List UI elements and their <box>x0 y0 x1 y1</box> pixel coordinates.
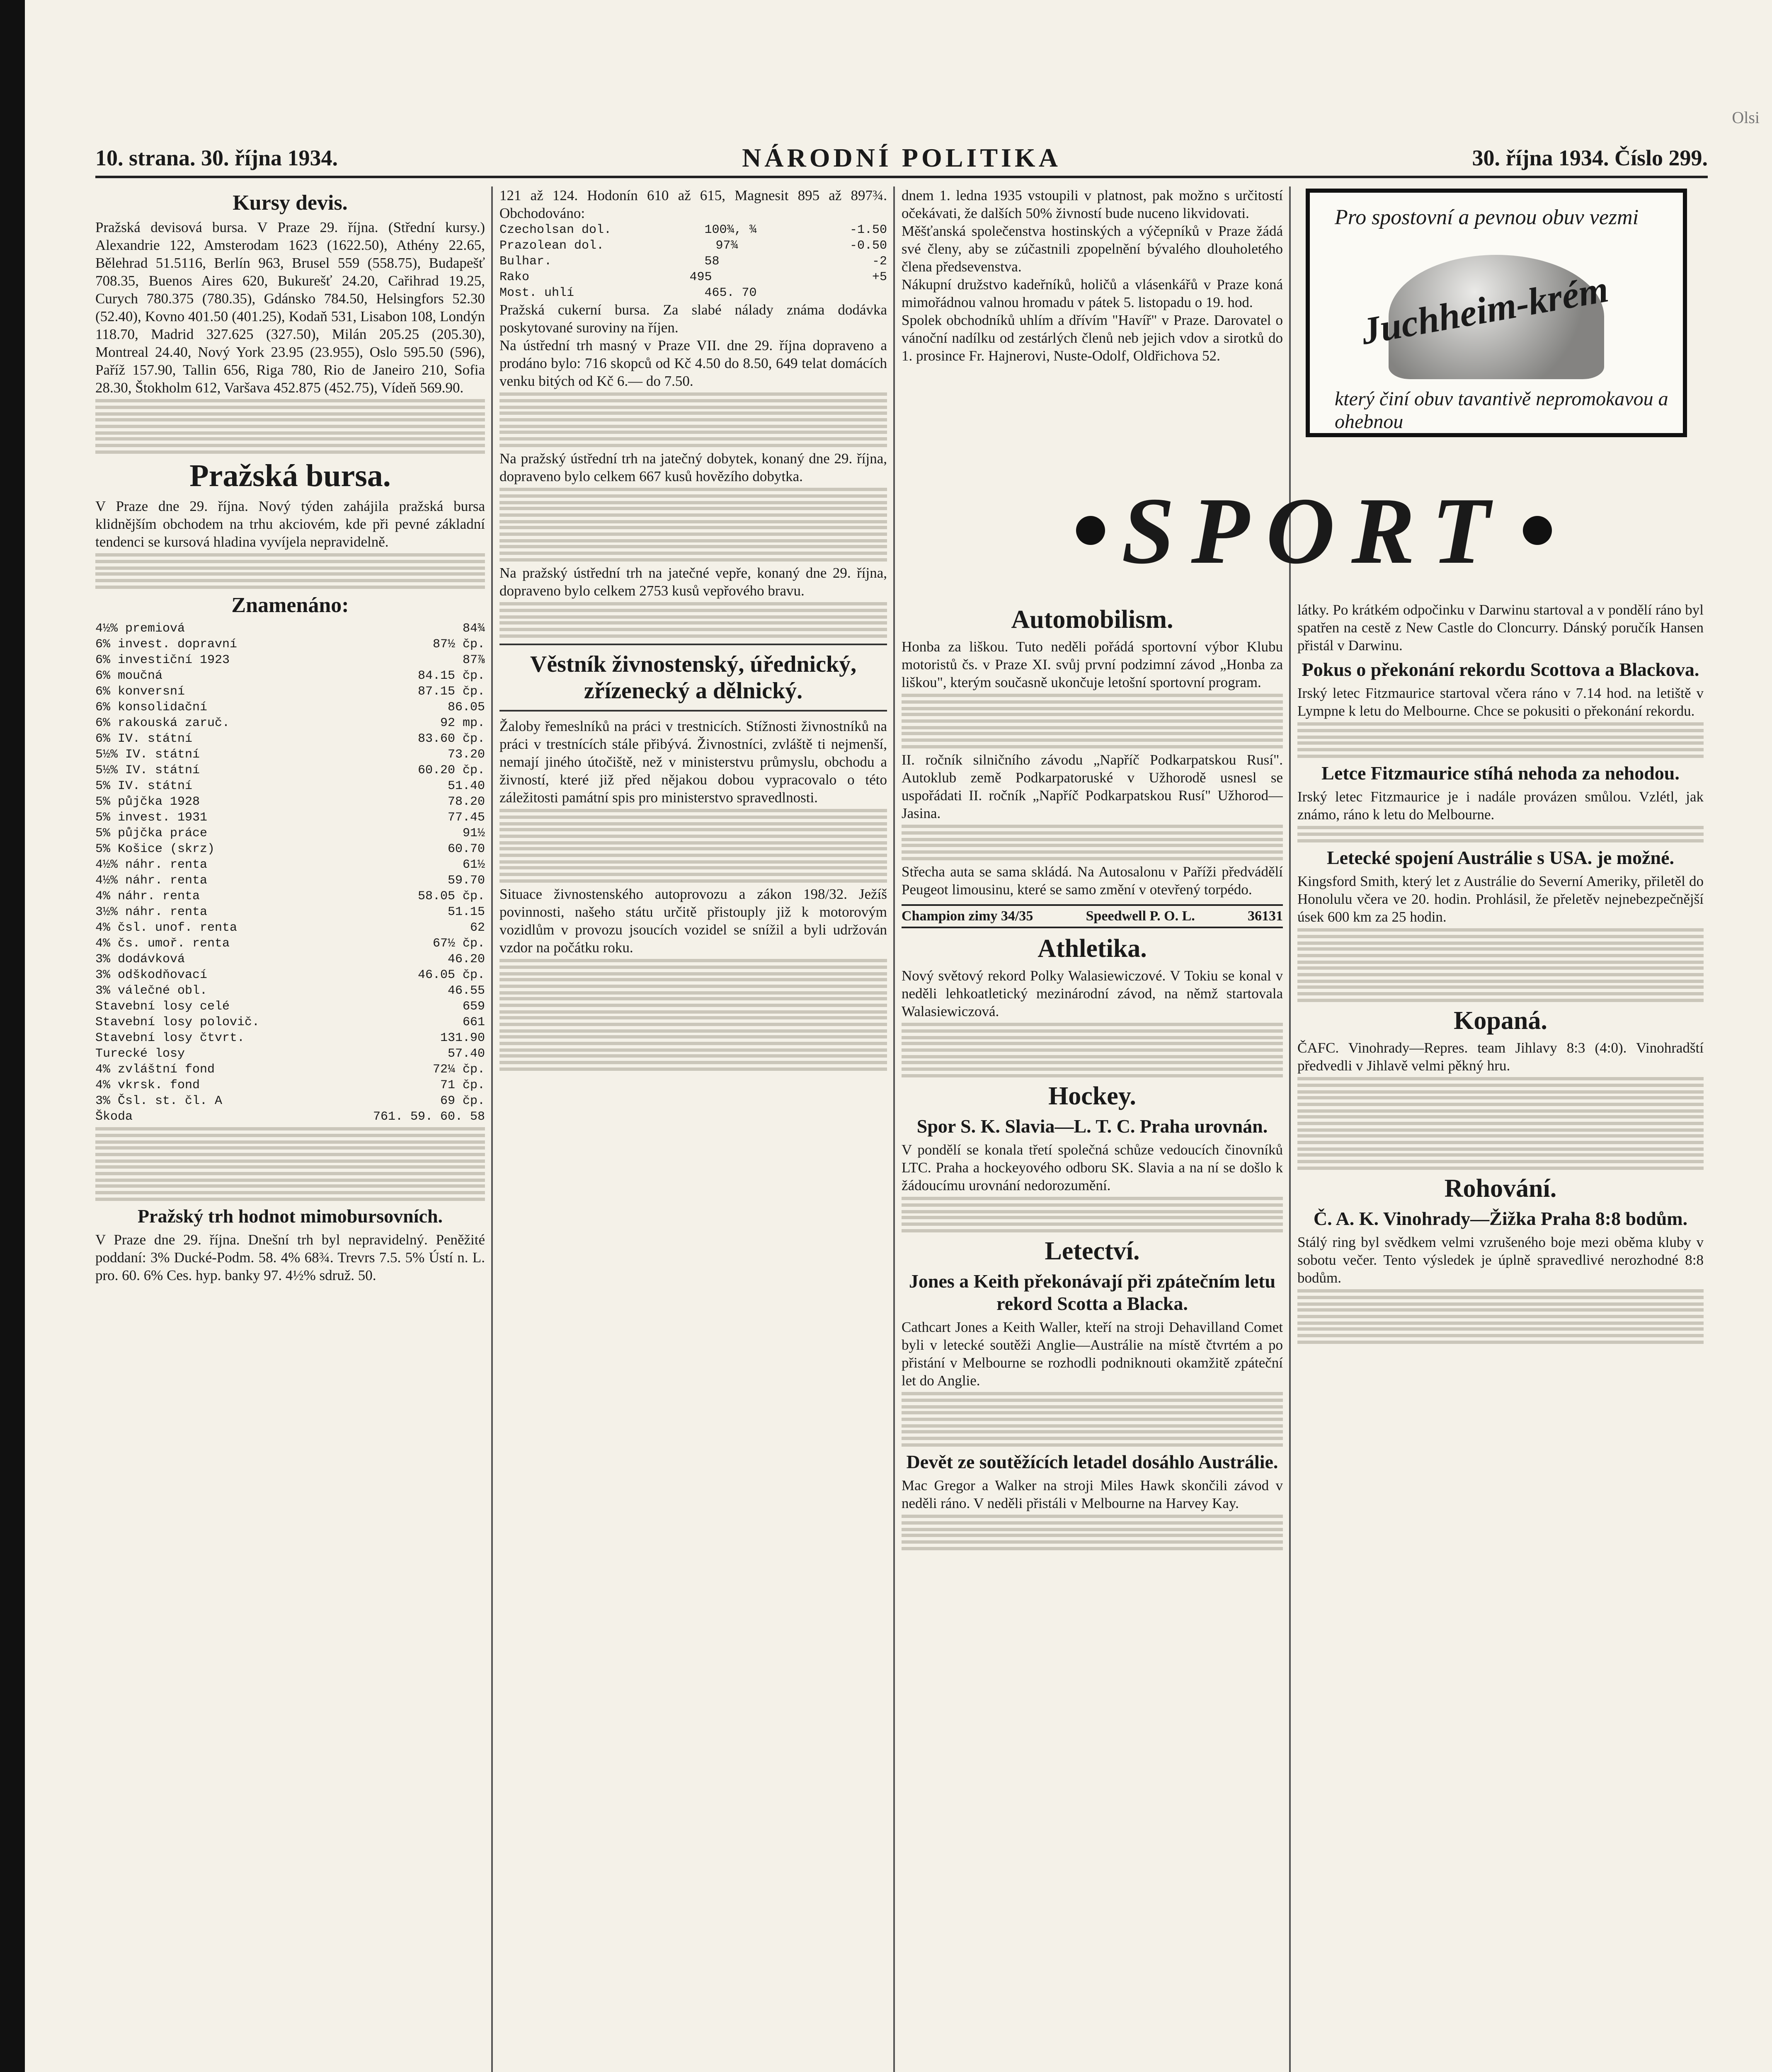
article-text: Na pražský ústřední trh na jatečné vepře, konaný dne 29. října, dopraveno bylo celkem 2753 kusů vepřového bravu. <box>499 565 887 599</box>
quote-cell: 46.05 čp. <box>417 968 485 982</box>
quote-cell: 5% půjčka 1928 <box>95 795 200 809</box>
quote-row <box>95 778 485 794</box>
quote-cell: +5 <box>872 270 887 284</box>
article-text: Stálý ring byl svědkem velmi vzrušeného boje mezi oběma kluby v sobotu večer. Tento výsledek je úplně spravedlivé nerozhodné 8:8 bodům. <box>1297 1234 1704 1286</box>
article-text: II. ročník silničního závodu „Napříč Podkarpatskou Rusí". Autoklub země Podkarpatoruské v Užhorodě usnesl se uspořádati II. ročník „Napříč Podkarpatskou Rusí" Užhorod—Jasina. <box>902 752 1283 821</box>
article-text: Spolek obchodníků uhlím a dřívím "Havíř" v Praze. Darovatel o vánoční nadílku od zestárlých členů neb jejich vdov a sirotků do 1. prosince Fr. Hajnerovi, Nuste-Odolf, Oldřichova 52. <box>902 312 1283 364</box>
quote-row <box>95 857 485 873</box>
quote-row <box>95 621 485 637</box>
quote-cell: 659 <box>462 1000 485 1014</box>
quote-cell: -2 <box>872 254 887 269</box>
quote-cell: 78.20 <box>447 795 485 809</box>
illegible-text <box>499 978 887 995</box>
quote-cell: 97¾ <box>715 239 738 253</box>
sport-title: SPORT <box>1121 477 1507 583</box>
quote-cell: 92 mp. <box>440 716 485 730</box>
illegible-text <box>1297 1115 1704 1132</box>
quote-cell: 83.60 čp. <box>417 732 485 746</box>
article-text: ČAFC. Vinohrady—Repres. team Jihlavy 8:3 (4:0). Vinohradští předvedli v Jihlavě velmi pěkný hru. <box>1297 1040 1704 1074</box>
quote-row <box>95 999 485 1014</box>
quote-cell: 5% invest. 1931 <box>95 811 208 825</box>
quote-cell: 4% čsl. unof. renta <box>95 921 238 935</box>
quote-row <box>95 637 485 652</box>
article-text: Nový světový rekord Polky Walasiewiczové. V Tokiu se konal v neděli lehkoatletický mezinárodní závod, na němž startovala Walasiewiczová. <box>902 968 1283 1019</box>
quote-cell: 5½% IV. státní <box>95 763 200 777</box>
illegible-text <box>499 828 887 845</box>
quote-row <box>499 269 887 285</box>
quote-cell: 4½% premiová <box>95 622 185 636</box>
illegible-text <box>902 1515 1283 1531</box>
quote-cell: 100¾, ¾ <box>704 223 757 237</box>
quote-cell: 58 <box>704 254 720 269</box>
quote-cell: 3% dodávková <box>95 952 185 966</box>
quote-cell: 4% náhr. renta <box>95 889 200 903</box>
quote-cell: 6% konsolidační <box>95 700 208 714</box>
illegible-text <box>499 866 887 883</box>
illegible-text <box>95 399 485 416</box>
article-text: dnem 1. ledna 1935 vstoupili v platnost, pak možno s určitostí očekávati, že dalších 50% živností bude nuceno likvidovati. <box>902 187 1283 221</box>
quote-row <box>95 841 485 857</box>
quote-row <box>95 1062 485 1077</box>
quote-table <box>95 621 485 1125</box>
illegible-text <box>499 847 887 864</box>
quote-cell: -1.50 <box>849 223 887 237</box>
quote-cell: 465. 70 <box>704 286 757 300</box>
quote-row <box>95 1109 485 1125</box>
quote-row <box>95 1014 485 1030</box>
illegible-text <box>1297 1289 1704 1306</box>
illegible-text <box>1297 928 1704 945</box>
section-subheading: Letecké spojení Austrálie s USA. je možné. <box>1326 847 1675 868</box>
quote-row <box>95 1030 485 1046</box>
quote-cell: Rako <box>499 270 530 284</box>
quote-cell: Stavební losy čtvrt. <box>95 1031 245 1045</box>
illegible-text <box>499 1016 887 1033</box>
illegible-text <box>499 997 887 1014</box>
quote-cell: 6% rakouská zaruč. <box>95 716 230 730</box>
quote-table <box>499 222 887 301</box>
ad-brand: Juchheim-krém <box>1357 267 1612 353</box>
section-heading: Athletika. <box>1038 934 1147 963</box>
quote-cell: 87⅞ <box>462 653 485 667</box>
quote-cell: 3% válečné obl. <box>95 984 208 998</box>
quote-row <box>95 904 485 920</box>
column-rule <box>491 186 493 2072</box>
quote-cell: 495 <box>689 270 712 284</box>
illegible-text <box>902 1197 1283 1213</box>
article-text: Cathcart Jones a Keith Waller, kteří na stroji Dehavilland Comet byli v letecké soutěži Anglie—Austrálie na místě čtvrtém a po přistání v Melbourne se rozhodli podniknouti okamžitě zpáteční let do Anglie. <box>902 1319 1283 1389</box>
illegible-text <box>499 1035 887 1052</box>
article-text: V pondělí se konala třetí společná schůze vedoucích činovníků LTC. Praha a hockeyového odboru SK. Slavia a na ní se došlo k žádoucímu urovnání nedorozumění. <box>902 1142 1283 1193</box>
illegible-text <box>902 713 1283 729</box>
illegible-text <box>1297 1308 1704 1325</box>
article-text: Situace živnostenského autoprovozu a zákon 198/32. Ježíš povinnosti, našeho státu určitě přistouply již k motorovým vozidlům v provozu jsoucích vozidel se snížil a byli udržován vzdor na počátku roku. <box>499 886 887 956</box>
illegible-text <box>1297 1134 1704 1151</box>
illegible-text <box>499 809 887 825</box>
quote-cell: 3% odškodňovací <box>95 968 208 982</box>
quote-cell: 4% vkrsk. fond <box>95 1078 200 1092</box>
illegible-text <box>902 694 1283 710</box>
article-text: V Praze dne 29. října. Dnešní trh byl nepravidelný. Peněžité poddaní: 3% Ducké-Podm. 58. 4% 68¾. Trevrs 7.5. 5% Ústí n. L. pro. 60. 6% Ces. hyp. banky 97. 4½% sdruž. 50. <box>95 1232 485 1283</box>
quote-cell: 84.15 čp. <box>417 669 485 683</box>
illegible-text <box>95 1146 485 1163</box>
quote-cell: Turecké losy <box>95 1047 185 1061</box>
quote-cell: 87½ čp. <box>432 637 485 651</box>
illegible-text <box>902 1216 1283 1232</box>
article-text: 121 až 124. Hodonín 610 až 615, Magnesit 895 až 897¾. Obchodováno: <box>499 187 887 221</box>
quote-cell: 4% čs. umoř. renta <box>95 937 230 951</box>
illegible-text <box>499 602 887 619</box>
quote-cell: 57.40 <box>447 1047 485 1061</box>
quote-row <box>95 810 485 825</box>
section-heading: Kopaná. <box>1454 1007 1547 1035</box>
illegible-text <box>902 1061 1283 1077</box>
illegible-text <box>1297 741 1704 758</box>
quote-row <box>499 222 887 238</box>
quote-cell: 58.05 čp. <box>417 889 485 903</box>
divider <box>499 644 887 645</box>
stamp-text: Olsi <box>1732 108 1760 127</box>
quote-row <box>95 920 485 936</box>
quote-cell: 46.55 <box>447 984 485 998</box>
quote-row <box>95 715 485 731</box>
illegible-text <box>902 844 1283 860</box>
header-date-issue: 30. října 1934. Číslo 299. <box>1472 145 1708 170</box>
advertisement <box>1306 189 1687 437</box>
quote-row <box>95 700 485 715</box>
quote-cell: 3% Čsl. st. čl. A <box>95 1094 223 1108</box>
quote-row <box>95 1093 485 1109</box>
quote-row <box>95 967 485 983</box>
quote-row <box>499 285 887 301</box>
illegible-text <box>1297 722 1704 739</box>
article-text: Kingsford Smith, který let z Austrálie do Severní Ameriky, přiletěl do Honolulu včera ve 20. hodin. Prohlásil, že přeletěv nejnebezpečnější úsek 600 km za 25 hodin. <box>1297 873 1704 925</box>
illegible-text <box>1297 1077 1704 1094</box>
banner-dot <box>1523 516 1552 545</box>
illegible-text <box>499 545 887 562</box>
illegible-text <box>95 437 485 454</box>
champion-title: Champion zimy 34/35 <box>902 908 1033 924</box>
illegible-text <box>1297 966 1704 983</box>
illegible-text <box>499 411 887 428</box>
article-text: Mac Gregor a Walker na stroji Miles Hawk skončili závod v neděli ráno. V neděli přistáli v Melbourne na Harvey Kay. <box>902 1477 1283 1511</box>
section-heading: Kursy devis. <box>233 191 348 215</box>
article-text: Honba za liškou. Tuto neděli pořádá sportovní výbor Klubu motoristů čs. v Praze XI. svůj první podzimní závod „Honba za liškou", kterým současně ukončuje letošní sportovní program. <box>902 639 1283 690</box>
column-rule <box>893 186 895 2072</box>
illegible-text <box>1297 1153 1704 1170</box>
quote-cell: 661 <box>462 1015 485 1029</box>
quote-row <box>95 668 485 684</box>
quote-cell: Bulhar. <box>499 254 552 269</box>
illegible-text <box>1297 985 1704 1002</box>
quote-cell: 5% půjčka práce <box>95 826 208 840</box>
illegible-text <box>902 1430 1283 1447</box>
scan-edge <box>0 0 25 2072</box>
section-heading: Hockey. <box>1048 1082 1136 1110</box>
quote-cell: -0.50 <box>849 239 887 253</box>
illegible-text <box>499 526 887 542</box>
quote-cell: 6% moučná <box>95 669 163 683</box>
quote-row <box>95 873 485 888</box>
newspaper-title: NÁRODNÍ POLITIKA <box>742 143 1061 172</box>
champion-code: 36131 <box>1247 908 1283 924</box>
quote-cell: 59.70 <box>447 874 485 888</box>
quote-cell: 6% konversní <box>95 685 185 699</box>
quote-cell: 46.20 <box>447 952 485 966</box>
section-heading: Znamenáno: <box>231 593 349 617</box>
illegible-text <box>902 1392 1283 1409</box>
illegible-text <box>902 1023 1283 1039</box>
illegible-text <box>1297 826 1704 842</box>
illegible-text <box>95 1165 485 1182</box>
quote-cell: 72¼ čp. <box>432 1063 485 1077</box>
quote-cell: 51.15 <box>447 905 485 919</box>
quote-row <box>95 983 485 999</box>
quote-cell: 761. 59. 60. 58 <box>373 1110 485 1124</box>
quote-cell: 5% Košice (skrz) <box>95 842 215 856</box>
quote-cell: 51.40 <box>447 779 485 793</box>
illegible-text <box>95 1127 485 1144</box>
article-text: Na pražský ústřední trh na jatečný dobytek, konaný dne 29. října, dopraveno bylo celkem 667 kusů hovězího dobytka. <box>499 450 887 484</box>
column-sport-right <box>1297 601 1704 2072</box>
article-text: Na ústřední trh masný v Praze VII. dne 29. října dopraveno a prodáno bylo: 716 skopců od Kč 4.50 do 8.50, 649 telat domácích venku bitých od Kč 6.— do 7.50. <box>499 337 887 389</box>
illegible-text <box>499 488 887 504</box>
quote-cell: 67½ čp. <box>432 937 485 951</box>
quote-row <box>95 1077 485 1093</box>
quote-cell: 84¾ <box>462 622 485 636</box>
section-subheading: Letce Fitzmaurice stíhá nehoda za nehodou. <box>1321 762 1680 784</box>
quote-cell: 6% invest. dopravní <box>95 637 238 651</box>
illegible-text <box>95 418 485 435</box>
illegible-text <box>902 825 1283 841</box>
quote-row <box>499 238 887 254</box>
sport-banner <box>924 477 1704 584</box>
section-subheading: Devět ze soutěžících letadel dosáhlo Austrálie. <box>906 1451 1278 1472</box>
quote-row <box>95 747 485 762</box>
quote-row <box>95 794 485 810</box>
article-text: Měšťanská společenstva hostinských a výčepníků v Praze žádá své členy, aby se zúčastnili zpopelnění bývalého dlouholetého člena předsevenstva. <box>902 223 1283 275</box>
illegible-text <box>499 621 887 638</box>
quote-row <box>95 825 485 841</box>
illegible-text <box>902 1534 1283 1550</box>
column-sport-left <box>902 601 1283 2072</box>
illegible-text <box>902 1042 1283 1058</box>
quote-cell: 6% IV. státní <box>95 732 193 746</box>
quote-cell: Stavební losy polovič. <box>95 1015 260 1029</box>
quote-cell: 69 čp. <box>440 1094 485 1108</box>
article-text: Pražská devisová bursa. V Praze 29. října. (Střední kursy.) Alexandrie 122, Amsterodam 1623 (1622.50), Athény 22.65, Bělehrad 51.5116, Berlín 963, Brusel 559 (558.75), Budapešť 708.35, Buenos Aires 620, Bukurešť 24.20, Cařihrad 19.25, Curych 780.375 (780.35), Gdánsko 784.50, Helsingfors 52.30 (52.40), Kovno 401.50 (401.25), Kodaň 531, Lisabon 108, Londýn 118.70, Madrid 327.625 (327.50), Milán 205.25 (205.30), Montreal 24.40, Nový York 23.95 (23.955), Oslo 595.50 (596), Paříž 157.90, Tallin 656, Riga 780, Rio de Janeiro 210, Sofia 28.30, Štokholm 612, Varšava 452.875 (452.75), Vídeň 569.90. <box>95 219 485 396</box>
quote-row <box>95 652 485 668</box>
quote-row <box>95 951 485 967</box>
illegible-text <box>95 553 485 570</box>
quote-row <box>95 762 485 778</box>
champion-brand: Speedwell P. O. L. <box>1086 908 1195 924</box>
quote-cell: 91½ <box>462 826 485 840</box>
banner-dot <box>1076 516 1105 545</box>
quote-cell: 77.45 <box>447 811 485 825</box>
quote-cell: 3½% náhr. renta <box>95 905 208 919</box>
quote-row <box>95 888 485 904</box>
illegible-text <box>902 1411 1283 1428</box>
section-subheading: Jones a Keith překonávají při zpátečním letu rekord Scotta a Blacka. <box>909 1271 1276 1314</box>
illegible-text <box>499 959 887 975</box>
quote-cell: Stavební losy celé <box>95 1000 230 1014</box>
section-heading: Pražská bursa. <box>189 458 391 493</box>
quote-cell: 60.20 čp. <box>417 763 485 777</box>
article-text: Žaloby řemeslníků na práci v trestnicích. Stížnosti živnostníků na práci v trestnících stále přibývá. Živnostníci, zvláště ti nejmenší, nemají jiného útočiště, než v ministerstvu průmyslu, obchodu a živností, které již před nějakou dobou vypracovalo o této záležitosti památní spis pro ministerstvo spravedlnosti. <box>499 718 887 806</box>
section-heading: Letectví. <box>1045 1237 1140 1265</box>
quote-row <box>499 254 887 269</box>
section-subheading: Pokus o překonání rekordu Scottova a Blackova. <box>1302 659 1699 680</box>
quote-cell: 62 <box>470 921 485 935</box>
quote-cell: 73.20 <box>447 748 485 762</box>
quote-cell: 61½ <box>462 858 485 872</box>
ad-line: Pro spostovní a pevnou obuv vezmi <box>1335 206 1639 229</box>
quote-cell: 131.90 <box>440 1031 485 1045</box>
ad-line: který činí obuv tavantivě nepromokavou a ohebnou <box>1335 388 1668 433</box>
quote-row <box>95 731 485 747</box>
quote-cell: 5% IV. státní <box>95 779 193 793</box>
column-notices <box>902 186 1283 452</box>
article-text: Střecha auta se sama skládá. Na Autosalonu v Paříži předvádělí Peugeot limousinu, které se samo změní v otevřený torpédo. <box>902 864 1283 898</box>
champion-ad-line <box>902 904 1283 928</box>
illegible-text <box>1297 1096 1704 1113</box>
quote-cell: 5½% IV. státní <box>95 748 200 762</box>
illegible-text <box>1297 947 1704 964</box>
quote-cell: 71 čp. <box>440 1078 485 1092</box>
column-market <box>499 186 887 2072</box>
article-text: látky. Po krátkém odpočinku v Darwinu startoval a v pondělí ráno byl spatřen na cestě z New Castle do Cloncurry. Dánský poručík Hansen přistál v Darwinu. <box>1297 602 1704 654</box>
section-subheading: Spor S. K. Slavia—L. T. C. Praha urovnán. <box>916 1116 1268 1137</box>
article-text: Nákupní družstvo kadeřníků, holičů a vlásenkářů v Praze koná mimořádnou valnou hromadu v pátek 5. listopadu o 19. hod. <box>902 276 1283 310</box>
illegible-text <box>499 507 887 523</box>
quote-cell: Škoda <box>95 1110 133 1124</box>
illegible-text <box>1297 1327 1704 1344</box>
article-text: V Praze dne 29. října. Nový týden zahájila pražská bursa klidnějším obchodem na trhu akciovém, kde při pevné základní tendenci se kursová hladina vyvíjela nepravidelně. <box>95 498 485 550</box>
illegible-text <box>95 572 485 589</box>
section-heading: Věstník živnostenský, úřednický, zřízenecký a dělnický. <box>530 651 857 704</box>
quote-cell: 4½% náhr. renta <box>95 874 208 888</box>
divider <box>499 710 887 712</box>
section-subheading: Č. A. K. Vinohrady—Žižka Praha 8:8 bodům. <box>1313 1208 1688 1229</box>
section-heading: Pražský trh hodnot mimobursovních. <box>137 1205 443 1227</box>
quote-cell: Czecholsan dol. <box>499 223 612 237</box>
illegible-text <box>95 1184 485 1201</box>
quote-cell: 6% investiční 1923 <box>95 653 230 667</box>
section-heading: Automobilism. <box>1011 605 1173 634</box>
illegible-text <box>499 1054 887 1071</box>
article-text: Irský letec Fitzmaurice je i nadále provázen smůlou. Vzlétl, jak známo, ráno k letu do Melbourne. <box>1297 789 1704 823</box>
quote-cell: 4% zvláštní fond <box>95 1063 215 1077</box>
illegible-text <box>499 392 887 409</box>
quote-row <box>95 936 485 951</box>
page-header <box>95 141 1708 178</box>
quote-cell: 87.15 čp. <box>417 685 485 699</box>
quote-row <box>95 684 485 700</box>
column-rule <box>1289 186 1291 2072</box>
column-finance <box>95 186 485 2072</box>
illegible-text <box>902 732 1283 748</box>
article-text: Irský letec Fitzmaurice startoval včera ráno v 7.14 hod. na letiště v Lympne k letu do Melbourne. Chce se pokusiti o překonání rekordu. <box>1297 685 1704 719</box>
quote-cell: 4½% náhr. renta <box>95 858 208 872</box>
quote-cell: 86.05 <box>447 700 485 714</box>
quote-cell: Most. uhlí <box>499 286 575 300</box>
quote-row <box>95 1046 485 1062</box>
header-page-date: 10. strana. 30. října 1934. <box>95 145 338 170</box>
quote-cell: 60.70 <box>447 842 485 856</box>
illegible-text <box>499 431 887 447</box>
quote-cell: Prazolean dol. <box>499 239 604 253</box>
section-heading: Rohování. <box>1444 1174 1557 1203</box>
article-text: Pražská cukerní bursa. Za slabé nálady známa dodávka poskytované suroviny na říjen. <box>499 302 887 336</box>
